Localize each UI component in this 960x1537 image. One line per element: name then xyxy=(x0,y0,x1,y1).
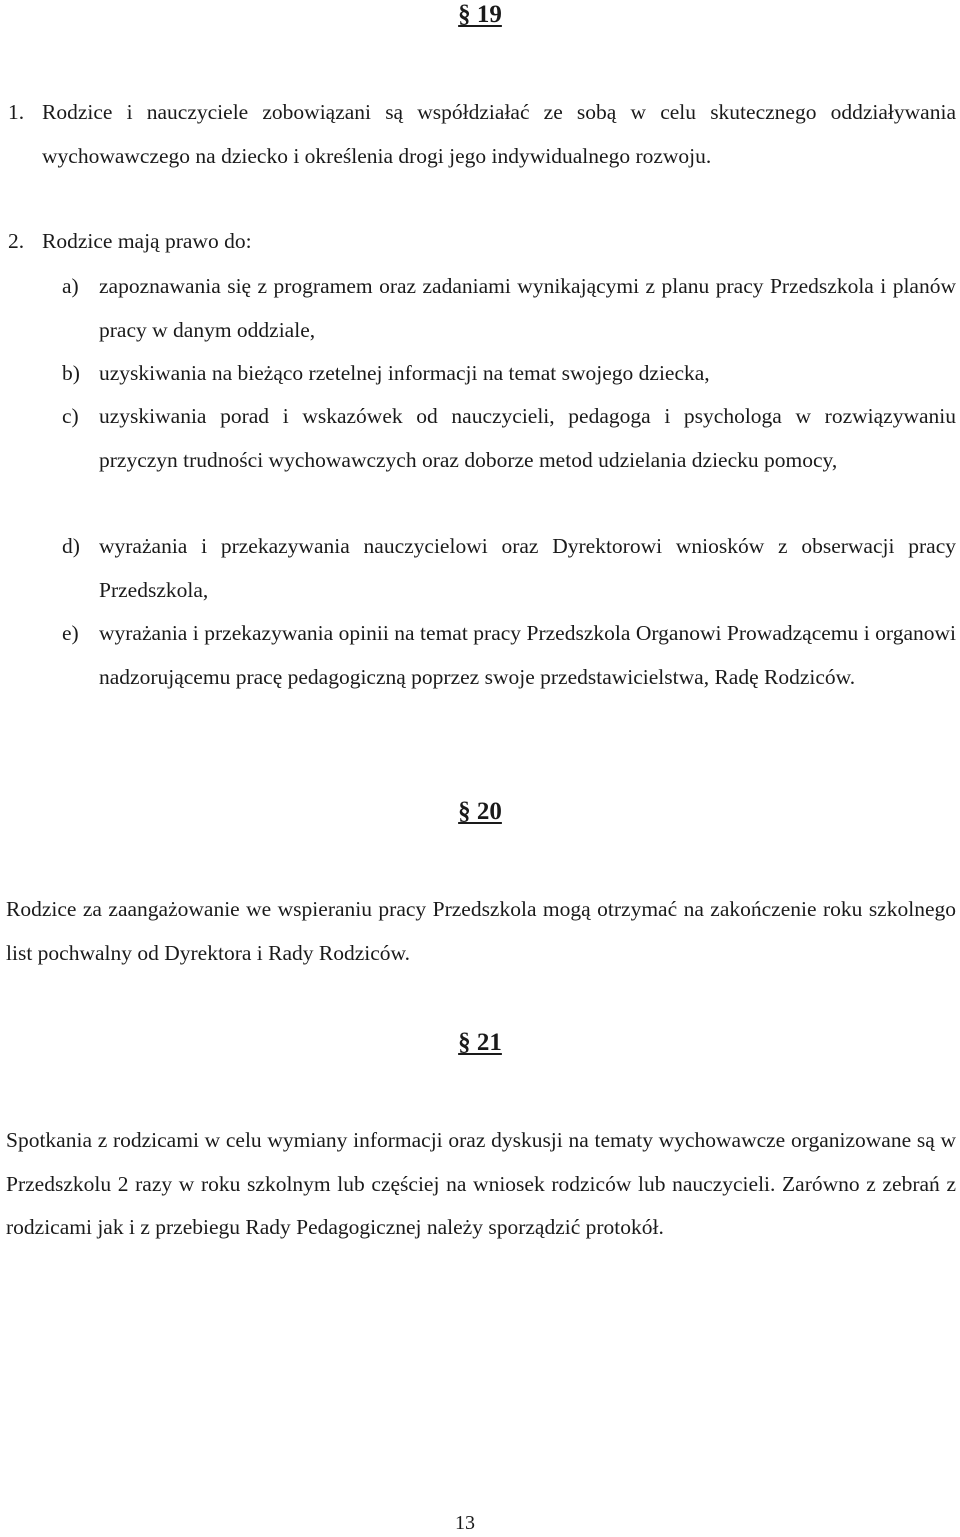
paragraph-2: Rodzice mają prawo do: xyxy=(42,229,252,253)
list-item-c: uzyskiwania porad i wskazówek od nauczycieli, pedagoga i psychologa w rozwiązywaniu przyczyn trudności wychowawczych oraz doborze metod udzielania dziecku pomocy, xyxy=(99,404,956,472)
page-number: 13 xyxy=(455,1512,475,1534)
paragraph-1: Rodzice i nauczyciele zobowiązani są współdziałać ze sobą w celu skutecznego oddziaływania wychowawczego na dziecko i określenia drogi jego indywidualnego rozwoju. xyxy=(42,100,956,168)
section-21-text: Spotkania z rodzicami w celu wymiany informacji oraz dyskusji na tematy wychowawcze organizowane są w Przedszkolu 2 razy w roku szkolnym lub częściej na wniosek rodziców lub nauczycieli. Zarówno z zebrań z rodzicami jak i z przebiegu Rady Pedagogicznej należy sporządzić protokół. xyxy=(6,1128,956,1239)
paragraph-number: 2. xyxy=(8,229,25,253)
list-item-e: wyrażania i przekazywania opinii na temat pracy Przedszkola Organowi Prowadzącemu i organowi nadzorującemu pracę pedagogiczną poprzez swoje przedstawicielstwa, Radę Rodziców. xyxy=(99,621,956,689)
list-item-b: uzyskiwania na bieżąco rzetelnej informacji na temat swojego dziecka, xyxy=(99,361,710,385)
list-item-a: zapoznawania się z programem oraz zadaniami wynikającymi z planu pracy Przedszkola i planów pracy w danym oddziale, xyxy=(99,274,956,342)
list-item-letter: e) xyxy=(62,621,79,645)
section-heading-19: § 19 xyxy=(458,1,502,28)
section-heading-20: § 20 xyxy=(458,798,502,825)
list-item-letter: b) xyxy=(62,361,80,385)
section-heading-21: § 21 xyxy=(458,1029,502,1056)
list-item-letter: d) xyxy=(62,534,80,558)
list-item-letter: c) xyxy=(62,404,79,428)
paragraph-number: 1. xyxy=(8,100,25,124)
section-20-text: Rodzice za zaangażowanie we wspieraniu pracy Przedszkola mogą otrzymać na zakończenie roku szkolnego list pochwalny od Dyrektora i Rady Rodziców. xyxy=(6,897,956,965)
list-item-d: wyrażania i przekazywania nauczycielowi oraz Dyrektorowi wniosków z obserwacji pracy Przedszkola, xyxy=(99,534,956,602)
list-item-letter: a) xyxy=(62,274,79,298)
